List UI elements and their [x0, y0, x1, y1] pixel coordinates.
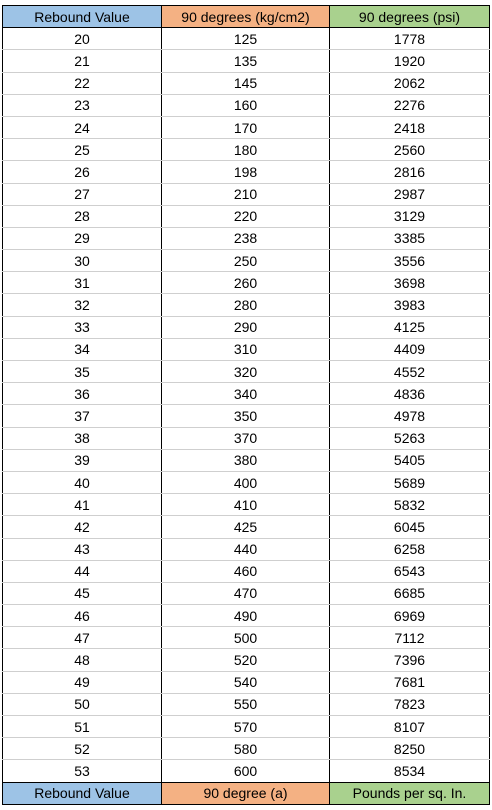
table-row: [3, 449, 490, 471]
table-body: [3, 28, 490, 782]
cell-kg-cm2: 310: [162, 338, 330, 360]
cell-psi: 2418: [330, 116, 490, 138]
cell-kg-cm2: 400: [162, 471, 330, 493]
table-row: [3, 227, 490, 249]
cell-psi: 3385: [330, 227, 490, 249]
table-row: [3, 205, 490, 227]
cell-rebound-value: 51: [3, 716, 162, 738]
cell-rebound-value: 23: [3, 94, 162, 116]
table-row: [3, 649, 490, 671]
cell-rebound-value: 38: [3, 427, 162, 449]
cell-psi: 3129: [330, 205, 490, 227]
cell-kg-cm2: 460: [162, 560, 330, 582]
cell-psi: 4552: [330, 361, 490, 383]
footer-row: [3, 782, 490, 804]
cell-psi: 3698: [330, 272, 490, 294]
cell-psi: 8250: [330, 738, 490, 760]
cell-rebound-value: 34: [3, 338, 162, 360]
cell-kg-cm2: 180: [162, 139, 330, 161]
cell-psi: 8534: [330, 760, 490, 782]
cell-kg-cm2: 170: [162, 116, 330, 138]
cell-kg-cm2: 145: [162, 72, 330, 94]
header-psi: 90 degrees (psi): [330, 6, 490, 28]
table-row: [3, 294, 490, 316]
cell-kg-cm2: 350: [162, 405, 330, 427]
cell-rebound-value: 50: [3, 693, 162, 715]
cell-kg-cm2: 260: [162, 272, 330, 294]
table-row: [3, 494, 490, 516]
footer-pounds-per-sq-in: Pounds per sq. In.: [330, 782, 490, 804]
table-row: [3, 50, 490, 72]
cell-rebound-value: 36: [3, 383, 162, 405]
cell-rebound-value: 33: [3, 316, 162, 338]
cell-rebound-value: 20: [3, 28, 162, 50]
cell-rebound-value: 47: [3, 627, 162, 649]
cell-rebound-value: 39: [3, 449, 162, 471]
cell-psi: 5405: [330, 449, 490, 471]
table-row: [3, 361, 490, 383]
cell-rebound-value: 29: [3, 227, 162, 249]
cell-kg-cm2: 340: [162, 383, 330, 405]
table-row: [3, 605, 490, 627]
cell-rebound-value: 43: [3, 538, 162, 560]
cell-rebound-value: 30: [3, 250, 162, 272]
table-row: [3, 560, 490, 582]
cell-kg-cm2: 135: [162, 50, 330, 72]
table-row: [3, 716, 490, 738]
cell-kg-cm2: 550: [162, 693, 330, 715]
cell-rebound-value: 28: [3, 205, 162, 227]
cell-psi: 3983: [330, 294, 490, 316]
cell-psi: 4125: [330, 316, 490, 338]
table-row: [3, 582, 490, 604]
table-row: [3, 338, 490, 360]
cell-psi: 3556: [330, 250, 490, 272]
cell-rebound-value: 32: [3, 294, 162, 316]
cell-kg-cm2: 600: [162, 760, 330, 782]
cell-rebound-value: 46: [3, 605, 162, 627]
cell-kg-cm2: 198: [162, 161, 330, 183]
cell-kg-cm2: 410: [162, 494, 330, 516]
cell-psi: 7681: [330, 671, 490, 693]
cell-rebound-value: 45: [3, 582, 162, 604]
cell-psi: 6045: [330, 516, 490, 538]
cell-psi: 7112: [330, 627, 490, 649]
cell-kg-cm2: 380: [162, 449, 330, 471]
cell-rebound-value: 25: [3, 139, 162, 161]
cell-kg-cm2: 520: [162, 649, 330, 671]
cell-kg-cm2: 220: [162, 205, 330, 227]
cell-kg-cm2: 290: [162, 316, 330, 338]
table-row: [3, 94, 490, 116]
table-row: [3, 738, 490, 760]
table-row: [3, 272, 490, 294]
cell-psi: 6969: [330, 605, 490, 627]
cell-psi: 2062: [330, 72, 490, 94]
cell-psi: 5832: [330, 494, 490, 516]
cell-psi: 1778: [330, 28, 490, 50]
cell-kg-cm2: 125: [162, 28, 330, 50]
cell-psi: 7823: [330, 693, 490, 715]
cell-psi: 6543: [330, 560, 490, 582]
table-row: [3, 427, 490, 449]
table-row: [3, 161, 490, 183]
cell-kg-cm2: 470: [162, 582, 330, 604]
header-row: [3, 6, 490, 28]
cell-psi: 2987: [330, 183, 490, 205]
table-row: [3, 471, 490, 493]
cell-rebound-value: 42: [3, 516, 162, 538]
table-row: [3, 116, 490, 138]
cell-rebound-value: 44: [3, 560, 162, 582]
table-row: [3, 516, 490, 538]
table-row: [3, 405, 490, 427]
rebound-conversion-table: [2, 5, 490, 805]
cell-kg-cm2: 540: [162, 671, 330, 693]
cell-kg-cm2: 440: [162, 538, 330, 560]
table-row: [3, 183, 490, 205]
cell-kg-cm2: 320: [162, 361, 330, 383]
table-row: [3, 72, 490, 94]
cell-kg-cm2: 238: [162, 227, 330, 249]
rebound-table-sheet: [2, 5, 489, 805]
table-row: [3, 316, 490, 338]
cell-kg-cm2: 370: [162, 427, 330, 449]
cell-psi: 2816: [330, 161, 490, 183]
table-row: [3, 28, 490, 50]
cell-psi: 2276: [330, 94, 490, 116]
cell-kg-cm2: 280: [162, 294, 330, 316]
cell-psi: 1920: [330, 50, 490, 72]
cell-psi: 5689: [330, 471, 490, 493]
table-row: [3, 139, 490, 161]
cell-rebound-value: 40: [3, 471, 162, 493]
cell-kg-cm2: 490: [162, 605, 330, 627]
cell-rebound-value: 48: [3, 649, 162, 671]
table-row: [3, 693, 490, 715]
cell-rebound-value: 37: [3, 405, 162, 427]
cell-rebound-value: 35: [3, 361, 162, 383]
cell-psi: 8107: [330, 716, 490, 738]
footer-degree-a: 90 degree (a): [162, 782, 330, 804]
cell-rebound-value: 31: [3, 272, 162, 294]
header-kg-cm2: 90 degrees (kg/cm2): [162, 6, 330, 28]
cell-rebound-value: 22: [3, 72, 162, 94]
table-row: [3, 383, 490, 405]
header-rebound-value: Rebound Value: [3, 6, 162, 28]
table-row: [3, 250, 490, 272]
cell-rebound-value: 49: [3, 671, 162, 693]
cell-kg-cm2: 160: [162, 94, 330, 116]
cell-psi: 2560: [330, 139, 490, 161]
cell-kg-cm2: 250: [162, 250, 330, 272]
footer-rebound-value: Rebound Value: [3, 782, 162, 804]
cell-kg-cm2: 580: [162, 738, 330, 760]
cell-rebound-value: 24: [3, 116, 162, 138]
cell-rebound-value: 52: [3, 738, 162, 760]
cell-kg-cm2: 210: [162, 183, 330, 205]
table-row: [3, 760, 490, 782]
cell-kg-cm2: 570: [162, 716, 330, 738]
cell-psi: 6258: [330, 538, 490, 560]
table-row: [3, 671, 490, 693]
cell-rebound-value: 26: [3, 161, 162, 183]
cell-rebound-value: 41: [3, 494, 162, 516]
cell-kg-cm2: 425: [162, 516, 330, 538]
cell-psi: 4978: [330, 405, 490, 427]
cell-psi: 4409: [330, 338, 490, 360]
cell-psi: 6685: [330, 582, 490, 604]
table-row: [3, 627, 490, 649]
cell-psi: 4836: [330, 383, 490, 405]
cell-rebound-value: 27: [3, 183, 162, 205]
cell-psi: 7396: [330, 649, 490, 671]
cell-rebound-value: 53: [3, 760, 162, 782]
cell-rebound-value: 21: [3, 50, 162, 72]
cell-kg-cm2: 500: [162, 627, 330, 649]
cell-psi: 5263: [330, 427, 490, 449]
table-row: [3, 538, 490, 560]
